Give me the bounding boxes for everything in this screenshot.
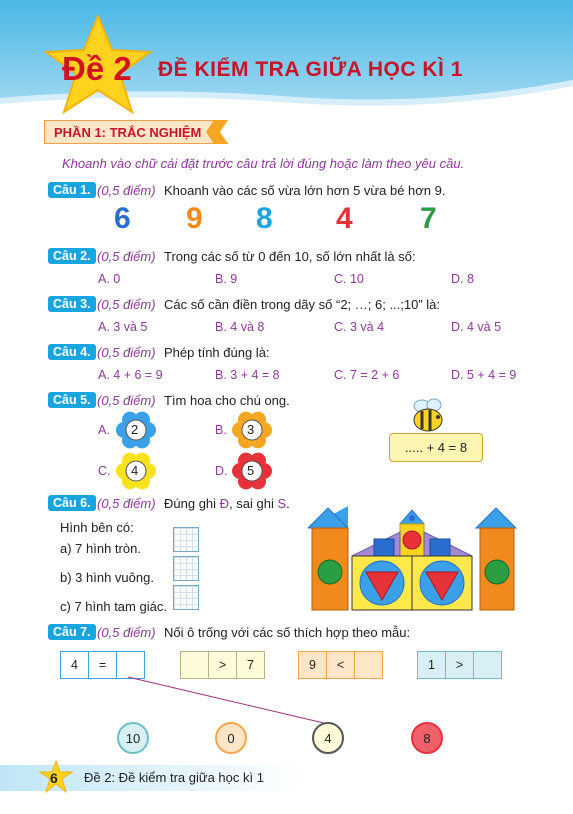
- question-text: Các số cần điền trong dãy số “2; …; 6; ...;10” là:: [164, 297, 441, 312]
- flower-value: 3: [247, 422, 255, 437]
- figure-intro: Hình bên có:: [60, 520, 134, 535]
- question-badge: Câu 4.: [48, 344, 96, 360]
- flower-letter: C.: [98, 464, 111, 478]
- question-badge: Câu 1.: [48, 182, 96, 198]
- question-text: Khoanh vào các số vừa lớn hơn 5 vừa bé hơn 9.: [164, 183, 446, 198]
- statement: c) 7 hình tam giác.: [60, 599, 167, 614]
- answer-option[interactable]: B. 9: [215, 272, 238, 286]
- bee-equation: ..... + 4 = 8: [389, 433, 483, 462]
- number-option[interactable]: 7: [420, 202, 437, 235]
- expression-boxes: [180, 651, 265, 679]
- flower-letter: B.: [215, 423, 227, 437]
- answer-option[interactable]: D. 8: [451, 272, 474, 286]
- statement: a) 7 hình tròn.: [60, 541, 141, 556]
- expression-boxes: [60, 651, 145, 679]
- expr-cell: 7: [247, 658, 254, 672]
- page-number: 6: [50, 770, 58, 786]
- expr-cell: <: [327, 652, 355, 678]
- question-badge: Câu 7.: [48, 624, 96, 640]
- expr-cell: 9: [299, 652, 327, 678]
- expr-cell: 4: [61, 652, 89, 678]
- question-badge: Câu 2.: [48, 248, 96, 264]
- number-option[interactable]: 4: [336, 202, 353, 235]
- expr-cell: >: [209, 652, 237, 678]
- answer-option[interactable]: B. 4 và 8: [215, 320, 265, 334]
- number-circle[interactable]: 10: [117, 722, 149, 754]
- answer-option[interactable]: A. 4 + 6 = 9: [98, 368, 163, 382]
- number-circle[interactable]: 8: [411, 722, 443, 754]
- flower-letter: A.: [98, 423, 110, 437]
- answer-option[interactable]: D. 4 và 5: [451, 320, 502, 334]
- answer-option[interactable]: B. 3 + 4 = 8: [215, 368, 280, 382]
- number-circle[interactable]: 4: [312, 722, 344, 754]
- question-points: (0,5 điểm): [97, 625, 156, 640]
- flower-value: 2: [131, 422, 139, 437]
- question-text: Nối ô trống với các số thích hợp theo mẫu:: [164, 625, 411, 640]
- question-points: (0,5 điểm): [97, 393, 156, 408]
- question-points: (0,5 điểm): [97, 183, 156, 198]
- question-points: (0,5 điểm): [97, 345, 156, 360]
- footer-title: Đề 2: Đề kiểm tra giữa học kì 1: [84, 770, 264, 785]
- answer-box[interactable]: [173, 527, 199, 552]
- answer-box[interactable]: [173, 556, 199, 581]
- exam-number: Đề 2: [62, 50, 132, 87]
- question-text: Phép tính đúng là:: [164, 345, 270, 360]
- part-title: PHẦN 1: TRẮC NGHIỆM: [54, 125, 202, 140]
- answer-option[interactable]: C. 3 và 4: [334, 320, 385, 334]
- expression-boxes: [298, 651, 383, 679]
- answer-option[interactable]: A. 3 và 5: [98, 320, 148, 334]
- expr-cell: >: [446, 652, 474, 678]
- question-badge: Câu 3.: [48, 296, 96, 312]
- blank-cell[interactable]: [355, 652, 382, 678]
- statement: b) 3 hình vuông.: [60, 570, 154, 585]
- question-badge: Câu 5.: [48, 392, 96, 408]
- question-points: (0,5 điểm): [97, 297, 156, 312]
- page-title: ĐỀ KIỂM TRA GIỮA HỌC KÌ 1: [158, 58, 463, 81]
- flower-letter: D.: [215, 464, 228, 478]
- instruction: Khoanh vào chữ cái đặt trước câu trả lời đúng hoặc làm theo yêu cầu.: [62, 156, 465, 171]
- number-option[interactable]: 8: [256, 202, 273, 235]
- blank-cell[interactable]: [474, 652, 501, 678]
- answer-box[interactable]: [173, 585, 199, 610]
- question-text: Tìm hoa cho chú ong.: [164, 393, 290, 408]
- question-badge: Câu 6.: [48, 495, 96, 511]
- expr-cell: =: [89, 652, 117, 678]
- expression-boxes: [417, 651, 502, 679]
- answer-option[interactable]: C. 7 = 2 + 6: [334, 368, 400, 382]
- number-circle[interactable]: 0: [215, 722, 247, 754]
- flower-value: 5: [247, 463, 255, 478]
- bee-icon: [408, 398, 450, 434]
- question-points: (0,5 điểm): [97, 249, 156, 264]
- blank-cell[interactable]: [117, 652, 144, 678]
- question-points: (0,5 điểm): [97, 496, 156, 511]
- answer-option[interactable]: D. 5 + 4 = 9: [451, 368, 517, 382]
- expr-cell: 1: [418, 652, 446, 678]
- question-text: Đúng ghi Đ, sai ghi S.: [164, 496, 290, 511]
- blank-cell[interactable]: [181, 652, 209, 678]
- answer-option[interactable]: C. 10: [334, 272, 364, 286]
- castle-figure: [308, 506, 518, 612]
- question-text: Trong các số từ 0 đến 10, số lớn nhất là số:: [164, 249, 416, 264]
- flower-value: 4: [131, 463, 139, 478]
- answer-option[interactable]: A. 0: [98, 272, 121, 286]
- number-option[interactable]: 6: [114, 202, 131, 235]
- number-option[interactable]: 9: [186, 202, 203, 235]
